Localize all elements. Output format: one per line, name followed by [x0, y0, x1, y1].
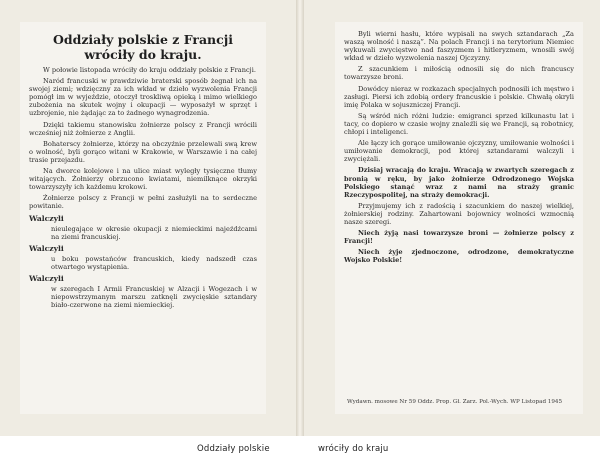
paragraph: Dowódcy nieraz w rozkazach specjalnych podnosili ich męstwo i zasługi. Piersi ich zdobią ordery francuskie i polskie. Chwałą okryli imię Polaka w sojuszniczej Francji. — [344, 84, 574, 109]
paragraph: Są wśród nich różni ludzie: emigranci sprzed kilkunastu lat i tacy, co dopiero w czasie wojny znaleźli się we Francji, są robotnicy, chłopi i inteligenci. — [344, 111, 574, 137]
paragraph: Dzięki takiemu stanowisku żołnierze polscy z Francji wrócili wcześniej niż żołnierze z Anglii. — [29, 120, 257, 137]
paragraph: W połowie listopada wróciły do kraju oddziały polskie z Francji. — [43, 66, 256, 74]
paragraph: Naród francuski w prawdziwie braterski sposób żegnał ich na swojej ziemi; wdzięczny za ich wkład w dzieło wyzwolenia Francji pomógł im w wyjeździe, otoczył troskliwą opieką i mimo wielkiego zubożenia na skutek wojny i okupacji — wyposażył w sprzęt i uzbrojenie, nie żądając za to żadnego wynagrodzenia. — [29, 77, 257, 118]
book-gutter — [296, 0, 304, 436]
walczyli-item: nieulegające w okresie okupacji z niemieckimi najeźdźcami na ziemi francuskiej. — [51, 224, 257, 241]
caption-left: Oddziały polskie — [197, 444, 270, 454]
paragraph: Ale łączy ich gorące umiłowanie ojczyzny, umiłowanie wolności i umiłowanie demokracji, pod której sztandarami walczyli i zwyciężali. — [344, 139, 574, 164]
bold-paragraph: Niech żyją nasi towarzysze broni — żołnierze polscy z Francji! — [344, 229, 574, 246]
paragraph: Z szacunkiem i miłością odnosili się do nich francuscy towarzysze broni. — [344, 65, 574, 82]
walczyli-item: w szeregach I Armii Francuskiej w Alzacji i Wogezach i w niepowstrzymanym marszu zatknęli zwycięskie sztandary biało-czerwone na ziemi niemieckiej. — [51, 285, 257, 310]
title-line-2: wróciły do kraju. — [84, 47, 202, 62]
paragraph: Byli wierni hasłu, które wypisali na swych sztandarach „Za waszą wolność i naszą”. Na polach Francji i na terytorium Niemiec wykuwali zwycięstwo nad faszyzmem i hitleryzmem, wnosili swój wkład w dzieło wyzwolenia naszej Ojczyzny. — [344, 30, 574, 63]
paragraph: Przyjmujemy ich z radością i szacunkiem do naszej wielkiej, żołnierskiej rodziny. Zahartowani bojownicy wolności wzmocnią nasze szeregi. — [344, 201, 574, 226]
walczyli-heading: Walczyli — [29, 213, 64, 223]
walczyli-heading: Walczyli — [29, 274, 64, 284]
leaflet-title — [29, 32, 257, 62]
right-leaflet-page — [335, 22, 583, 414]
paragraph: Bohaterscy żołnierze, którzy na obczyźnie przelewali swą krew o wolność, byli gorąco witani w Krakowie, w Warszawie i na całej trasie przejazdu. — [29, 139, 257, 164]
left-leaflet-page — [20, 22, 266, 414]
bold-paragraph: Dzisiaj wracają do kraju. Wracają w zwartych szeregach z bronią w ręku, by jako żołnierze Odrodzonego Wojska Polskiego stanąć wraz z nami na straży granic Rzeczypospolitej, na straży demokracji. — [344, 166, 574, 199]
caption-right: wróciły do kraju — [318, 444, 389, 454]
walczyli-item: u boku powstańców francuskich, kiedy nadszedł czas otwartego wystąpienia. — [51, 254, 257, 271]
imprint-line: Wydawn. mosowe Nr 59 Oddz. Prop. Gł. Zarz. Pol.-Wych. WP Listopad 1945 — [347, 399, 563, 405]
paragraph: Na dworce kolejowe i na ulice miast wyległy tysięczne tłumy witających. Żołnierzy obrzucono kwiatami, niemilknące okrzyki towarzyszyły ich każdemu krokowi. — [29, 167, 257, 192]
paragraph: Żołnierze polscy z Francji w pełni zasłużyli na to serdeczne powitanie. — [29, 194, 257, 211]
bold-paragraph: Niech żyje zjednoczone, odrodzone, demokratyczne Wojsko Polskie! — [344, 248, 574, 265]
walczyli-heading: Walczyli — [29, 243, 64, 253]
title-line-1: Oddziały polskie z Francji — [52, 32, 234, 47]
